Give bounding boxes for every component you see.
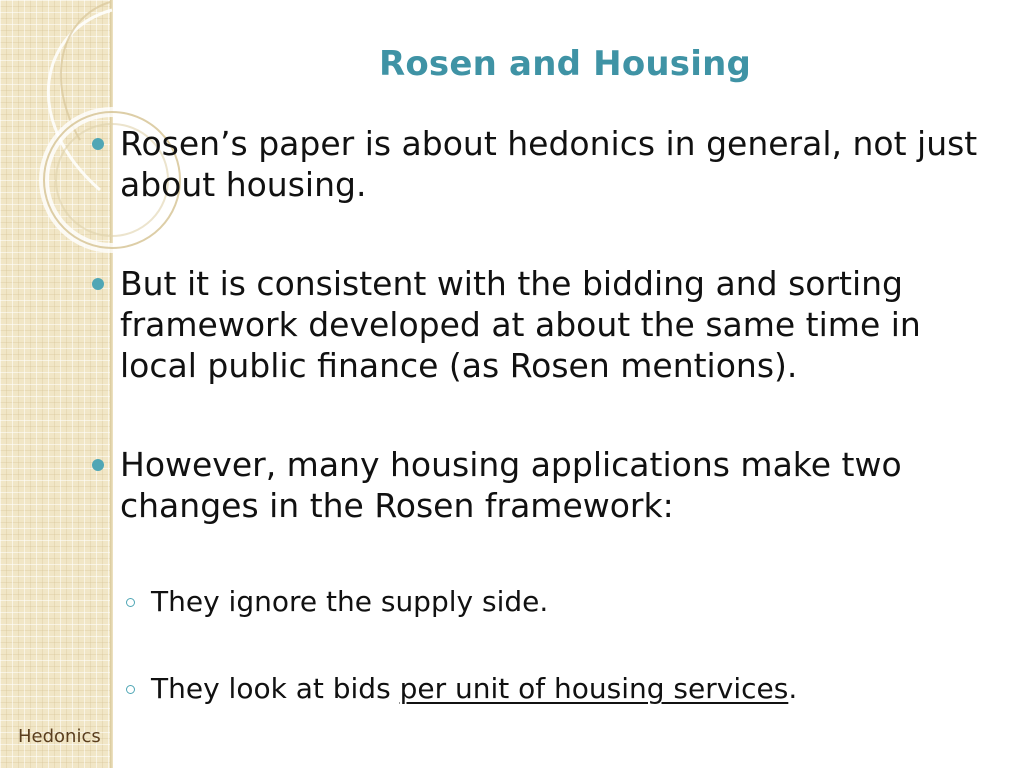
- bullet-marker: [92, 138, 104, 150]
- bullet-marker: [92, 278, 104, 290]
- sub-bullet-suffix: .: [788, 672, 798, 705]
- bullet-item-3: However, many housing applications make two changes in the Rosen framework:: [120, 445, 902, 525]
- slide-title: Rosen and Housing: [378, 44, 752, 84]
- bullet-marker: [92, 459, 104, 471]
- sub-bullet-marker: [126, 685, 135, 694]
- bullet-item-1: Rosen’s paper is about hedonics in general, not just about housing.: [120, 124, 978, 204]
- footer-label: Hedonics: [18, 726, 101, 747]
- bullet-item-2: But it is consistent with the bidding and sorting framework developed at about the same time in local public finance (as Rosen mentions).: [120, 264, 921, 385]
- sub-bullet-marker: [126, 598, 135, 607]
- sub-bullet-item-2: [151, 672, 971, 706]
- sub-bullet-prefix: They look at bids: [151, 672, 400, 705]
- underlined-phrase: per unit of housing services: [399, 672, 789, 705]
- sub-bullet-item-1: They ignore the supply side.: [151, 585, 549, 618]
